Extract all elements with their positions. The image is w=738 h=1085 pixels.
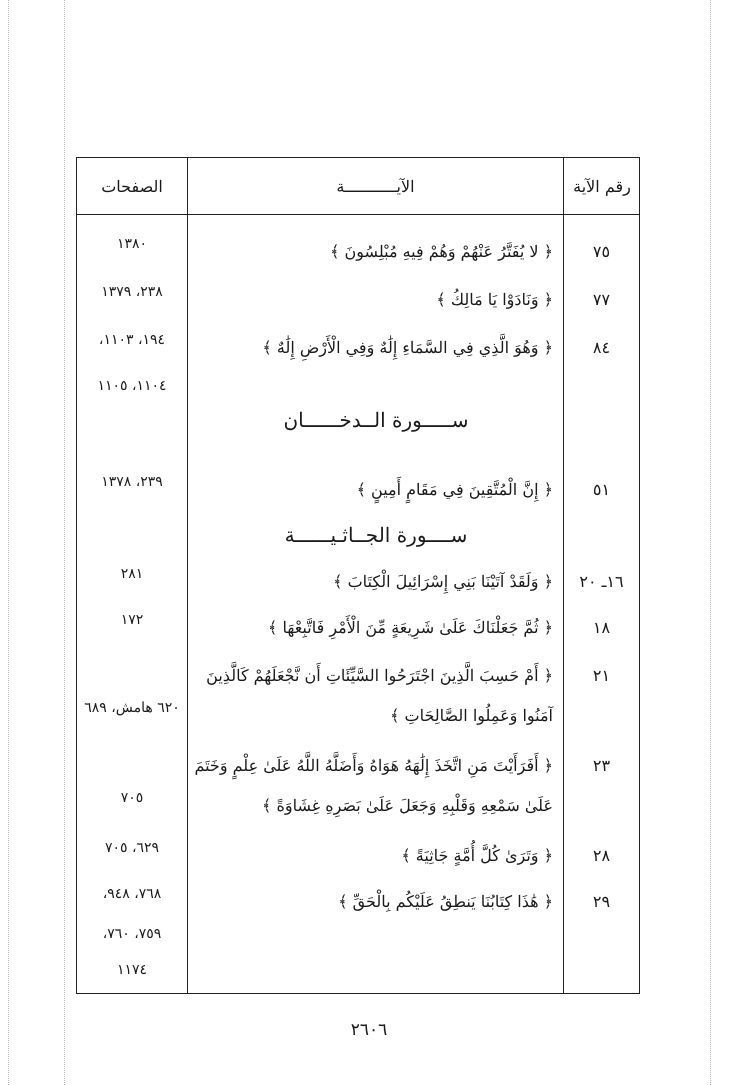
verse-number: ٢١ <box>592 666 611 685</box>
page-refs: ٦٢٠ هامش، ٦٨٩ <box>84 700 180 716</box>
table-row <box>77 752 639 782</box>
table-row <box>77 334 639 364</box>
page-number: ٢٦٠٦ <box>350 1020 388 1040</box>
table-row <box>77 238 639 268</box>
table-row <box>77 842 639 872</box>
verse-number: ١٦ـ ٢٠ <box>579 572 624 591</box>
header-divider <box>77 214 639 215</box>
verse-text: ﴿ هَٰذَا كِتَابُنَا يَنطِقُ عَلَيْكُم بِالْحَقِّ ﴾ <box>338 892 553 911</box>
page-refs: ١٩٤، ١١٠٣، <box>98 332 166 348</box>
margin-guide <box>64 0 65 1085</box>
verse-text: ﴿ وَتَرَىٰ كُلَّ أُمَّةٍ جَاثِيَةً ﴾ <box>401 846 553 865</box>
surah-title: ســـــورة الــدخــــــان <box>283 408 469 432</box>
page-refs: ٢٣٨، ١٣٧٩ <box>101 284 163 300</box>
verse-number: ٢٣ <box>592 756 611 775</box>
table-row <box>77 568 639 598</box>
table-row <box>77 286 639 316</box>
page-refs: ١١٧٤ <box>116 962 148 978</box>
verse-text: ﴿ أَمْ حَسِبَ الَّذِينَ اجْتَرَحُوا السَّيِّئَاتِ أَن نَّجْعَلَهُمْ كَالَّذِينَ <box>206 666 553 685</box>
verse-text: عَلَىٰ سَمْعِهِ وَقَلْبِهِ وَجَعَلَ عَلَىٰ بَصَرِهِ غِشَاوَةً ﴾ <box>262 796 553 815</box>
page-refs: ٧٠٥ <box>120 790 144 806</box>
verse-text: ﴿ أَفَرَأَيْتَ مَنِ اتَّخَذَ إِلَٰهَهُ هَوَاهُ وَأَضَلَّهُ اللَّهُ عَلَىٰ عِلْمٍ وَخَتَمَ <box>194 756 553 775</box>
verse-number: ١٨ <box>592 618 611 637</box>
page-refs: ١٧٢ <box>120 612 144 628</box>
header-verse: الآيـــــــــــة <box>336 176 415 196</box>
verse-number: ٢٩ <box>592 892 611 911</box>
table-row <box>77 928 639 958</box>
verse-number: ٥١ <box>592 480 611 499</box>
margin-guide <box>8 0 9 1085</box>
page-refs: ٦٢٩، ٧٠٥ <box>104 840 160 856</box>
page-refs: ٢٨١ <box>120 566 144 582</box>
table-row <box>77 380 639 410</box>
surah-title: ســــورة الجــاثـيــــــة <box>284 523 468 547</box>
page-refs: ٢٣٩، ١٣٧٨ <box>101 474 163 490</box>
table-row <box>77 662 639 692</box>
header-pages: الصفحات <box>101 176 163 196</box>
page-refs: ٧٥٩، ٧٦٠، <box>102 926 162 942</box>
verse-number: ٧٧ <box>592 290 611 309</box>
index-table <box>76 157 640 994</box>
verse-text: ﴿ وَهُوَ الَّذِي فِي السَّمَاءِ إِلَٰهٌ وَفِي الْأَرْضِ إِلَٰهٌ ﴾ <box>262 338 553 357</box>
table-row <box>77 614 639 644</box>
header-number: رقم الآية <box>573 176 631 196</box>
verse-number: ٧٥ <box>592 242 611 261</box>
verse-text: ﴿ إِنَّ الْمُتَّقِينَ فِي مَقَامٍ أَمِينٍ ﴾ <box>356 480 553 499</box>
table-row <box>77 792 639 822</box>
table-row <box>77 888 639 918</box>
margin-guide <box>710 0 711 1085</box>
page-refs: ٧٦٨، ٩٤٨، <box>102 886 162 902</box>
table-row <box>77 964 639 994</box>
table-row <box>77 702 639 732</box>
page-refs: ١١٠٤، ١١٠٥ <box>97 378 167 394</box>
verse-text: ﴿ وَلَقَدْ آتَيْنَا بَنِي إِسْرَائِيلَ الْكِتَابَ ﴾ <box>333 572 553 591</box>
verse-text: آمَنُوا وَعَمِلُوا الصَّالِحَاتِ ﴾ <box>390 706 553 725</box>
verse-number: ٨٤ <box>592 338 611 357</box>
table-row <box>77 476 639 506</box>
verse-text: ﴿ ثُمَّ جَعَلْنَاكَ عَلَىٰ شَرِيعَةٍ مِّنَ الْأَمْرِ فَاتَّبِعْهَا ﴾ <box>268 618 553 637</box>
verse-number: ٢٨ <box>592 846 611 865</box>
page-refs: ١٣٨٠ <box>116 236 148 252</box>
verse-text: ﴿ وَنَادَوْا يَا مَالِكُ ﴾ <box>436 290 553 309</box>
verse-text: ﴿ لا يُفَتَّرُ عَنْهُمْ وَهُمْ فِيهِ مُبْلِسُونَ ﴾ <box>330 242 553 261</box>
